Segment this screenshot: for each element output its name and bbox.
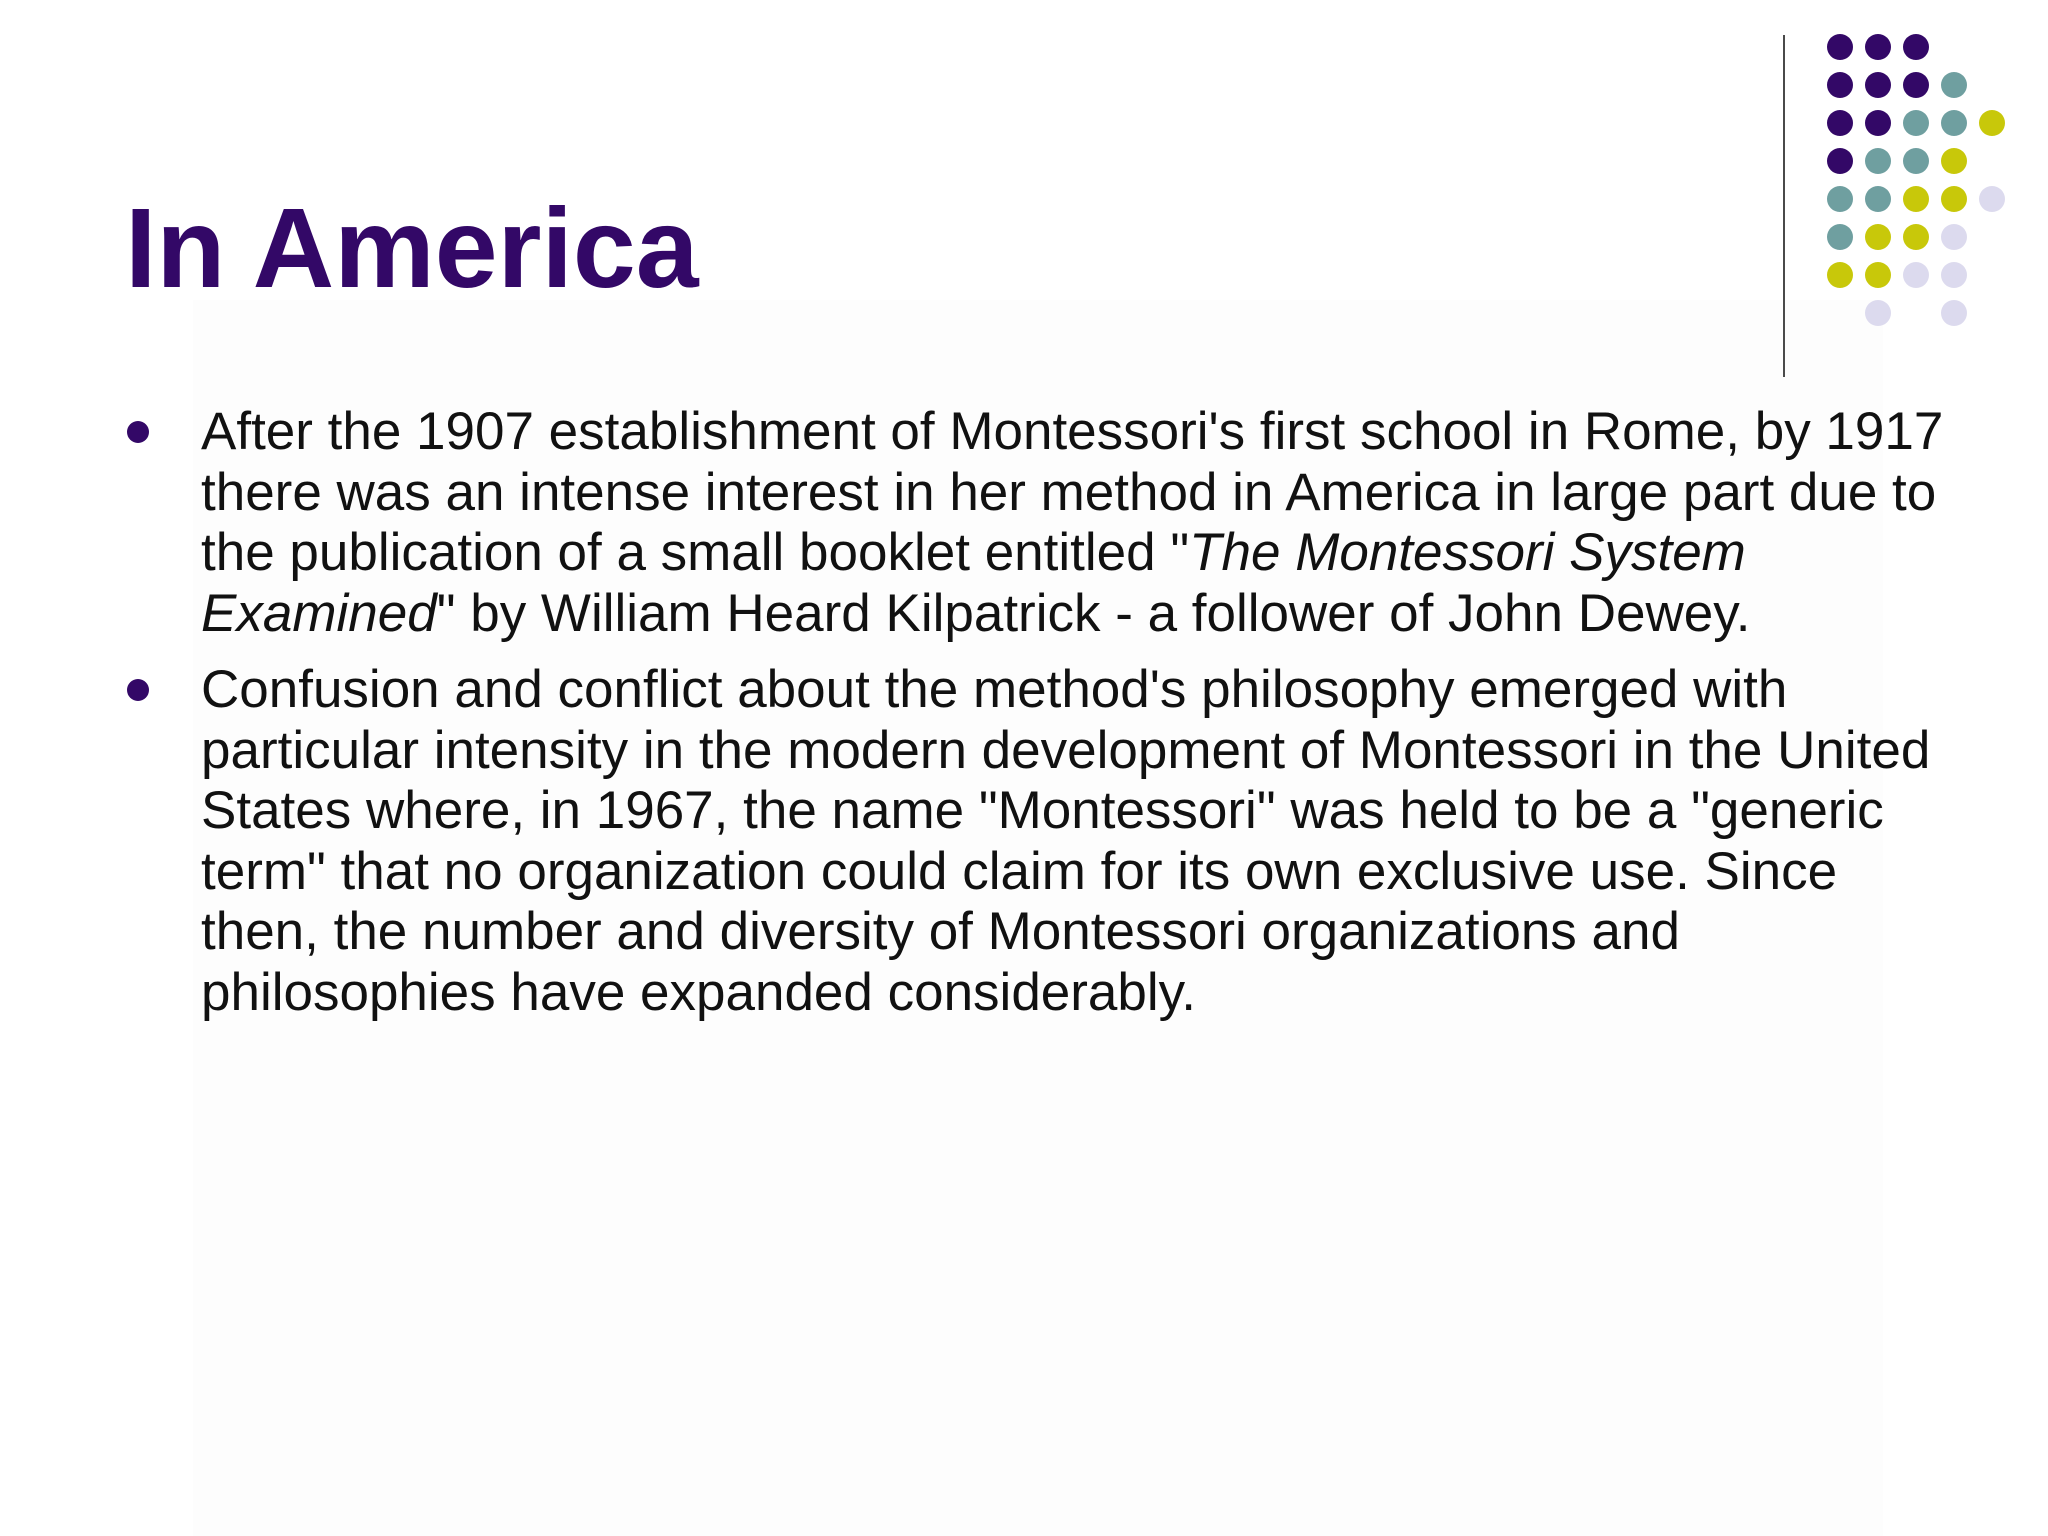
decorative-dot — [1941, 148, 1967, 174]
decorative-dot — [1827, 148, 1853, 174]
decorative-dot — [1903, 34, 1929, 60]
decorative-dot — [1941, 186, 1967, 212]
book-title: The Montessori System Examined — [201, 523, 1746, 643]
decorative-dot — [1827, 186, 1853, 212]
bullet-text — [201, 660, 1955, 1023]
bullet-text-end: " by William Heard Kilpatrick - a follower of John Dewey. — [436, 583, 1751, 643]
decorative-dot — [1865, 34, 1891, 60]
decorative-dot — [1827, 72, 1853, 98]
decorative-dot — [1979, 186, 2005, 212]
decorative-dot — [1903, 224, 1929, 250]
decorative-dot — [1865, 262, 1891, 288]
decorative-dot — [1903, 262, 1929, 288]
bullet-icon — [127, 421, 149, 443]
header-divider — [1783, 35, 1785, 377]
decorative-dot — [1941, 72, 1967, 98]
decorative-dot — [1865, 110, 1891, 136]
decorative-dot — [1903, 110, 1929, 136]
bullet-item — [125, 660, 1955, 1023]
decorative-dot — [1903, 72, 1929, 98]
decorative-dot — [1903, 186, 1929, 212]
decorative-dot — [1865, 148, 1891, 174]
decorative-dot — [1865, 72, 1891, 98]
decorative-dot — [1827, 262, 1853, 288]
decorative-dot — [1903, 148, 1929, 174]
decorative-dot — [1941, 224, 1967, 250]
bullet-list — [125, 402, 1955, 1039]
decorative-dot — [1941, 262, 1967, 288]
decorative-dot — [1941, 300, 1967, 326]
decorative-dot — [1865, 186, 1891, 212]
slide-title: In America — [125, 185, 699, 311]
decorative-dot — [1827, 224, 1853, 250]
decorative-dot — [1827, 34, 1853, 60]
bullet-text-start: Confusion and conflict about the method's philosophy emerged with particular intensity in the modern development of Montessori in the United States where, in 1967, the name "Montessori" was held to be a "generic term" that no organization could claim for its own exclusive use. Since then, the number and diversity of Montessori organizations and philosophies have expanded considerably. — [201, 660, 1931, 1022]
decorative-dot — [1979, 110, 2005, 136]
bullet-text-start: After the 1907 establishment of Montessori's first school in Rome, by 1917 there was an intense interest in her method in America in large part due to the publication of a small booklet entitled " — [201, 402, 1944, 582]
bullet-text — [201, 402, 1955, 644]
bullet-item — [125, 402, 1955, 644]
decorative-dot — [1941, 110, 1967, 136]
bullet-icon — [127, 679, 149, 701]
decorative-dot — [1827, 110, 1853, 136]
decorative-dot — [1865, 224, 1891, 250]
